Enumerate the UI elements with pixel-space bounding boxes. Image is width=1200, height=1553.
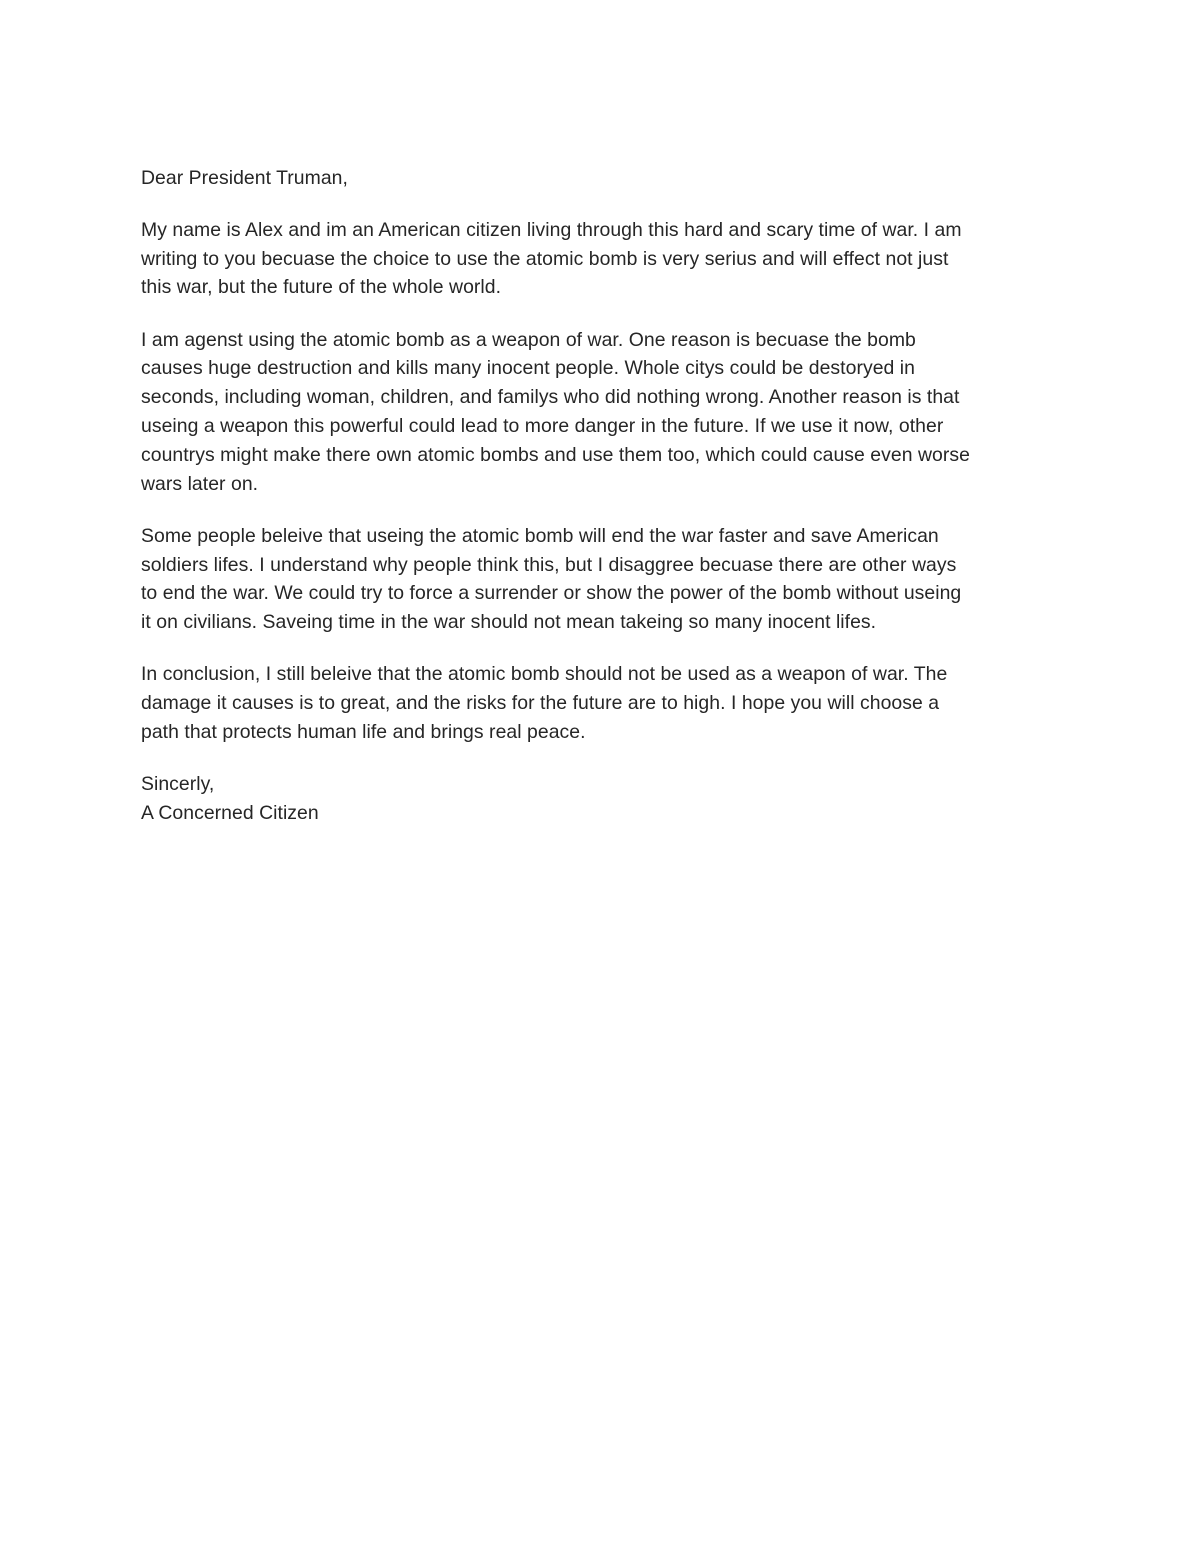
text-line: seconds, including woman, children, and familys who did nothing wrong. Another reason is that: [141, 386, 960, 409]
text-line: My name is Alex and im an American citizen living through this hard and scary time of war. I am: [141, 218, 962, 241]
closing: Sincerly,: [141, 773, 215, 796]
paragraph-intro: [141, 216, 1071, 302]
text-line: soldiers lifes. I understand why people think this, but I disaggree becuase there are other ways: [141, 553, 957, 576]
text-line: countrys might make there own atomic bombs and use them too, which could cause even worse: [141, 443, 970, 466]
text-line: I am agenst using the atomic bomb as a weapon of war. One reason is becuase the bomb: [141, 328, 916, 351]
text-line: it on civilians. Saveing time in the war should not mean takeing so many inocent lifes.: [141, 611, 877, 634]
text-line: Some people beleive that useing the atomic bomb will end the war faster and save American: [141, 524, 939, 547]
text-line: this war, but the future of the whole world.: [141, 276, 502, 299]
signature: A Concerned Citizen: [141, 801, 319, 824]
paragraph-conclusion: [141, 660, 1071, 746]
text-line: writing to you becuase the choice to use the atomic bomb is very serius and will effect not just: [141, 247, 949, 270]
paragraph-counterargument: [141, 522, 1071, 637]
text-line: causes huge destruction and kills many inocent people. Whole citys could be destoryed in: [141, 357, 916, 380]
closing-block: [141, 770, 1071, 828]
text-line: useing a weapon this powerful could lead to more danger in the future. If we use it now, other: [141, 414, 944, 437]
letter-body: [141, 164, 1071, 828]
text-line: path that protects human life and brings real peace.: [141, 720, 586, 743]
text-line: to end the war. We could try to force a surrender or show the power of the bomb without useing: [141, 582, 962, 605]
text-line: wars later on.: [141, 472, 259, 495]
text-line: In conclusion, I still beleive that the atomic bomb should not be used as a weapon of war. The: [141, 663, 948, 686]
salutation: Dear President Truman,: [141, 167, 348, 189]
text-line: damage it causes is to great, and the risks for the future are to high. I hope you will choose a: [141, 692, 940, 715]
paragraph-position: [141, 326, 1071, 499]
